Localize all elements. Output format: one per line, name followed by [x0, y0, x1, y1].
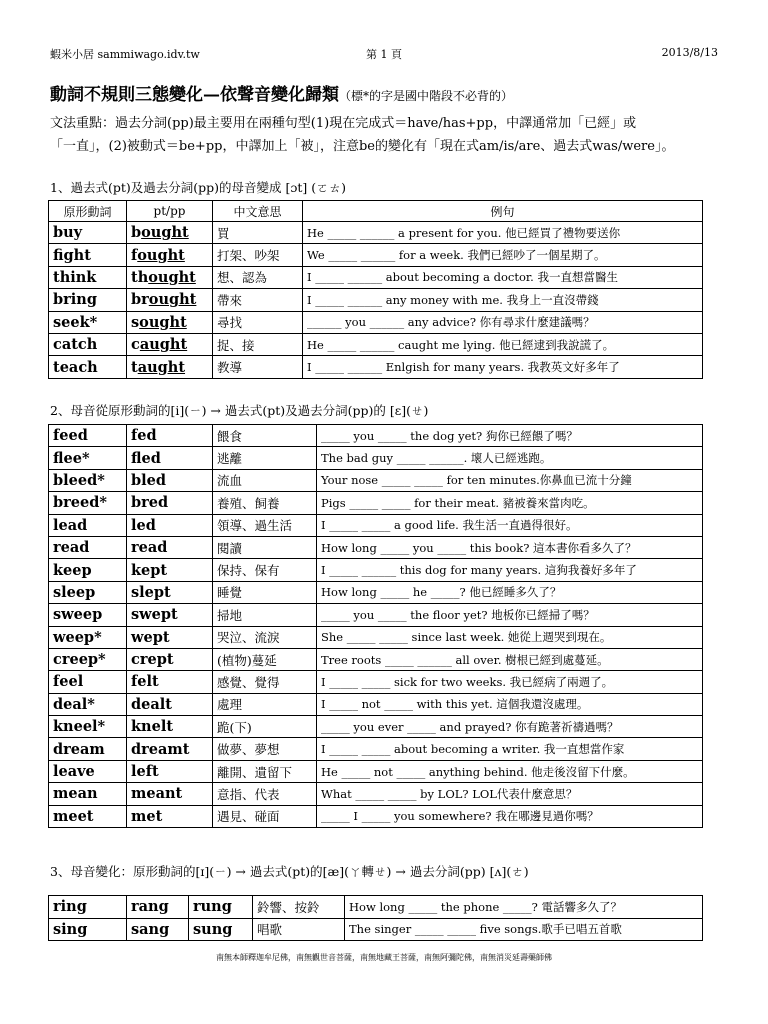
grammar-intro	[50, 112, 720, 158]
example-sentence: _____ you _____ the dog yet? 狗你已經餵了嗎？	[317, 425, 703, 447]
page-header	[50, 46, 718, 66]
meaning-zh: 餵食	[213, 425, 317, 447]
meaning-zh: 意指、代表	[213, 783, 317, 805]
example-sentence: ______ you ______ any advice? 你有尋求什麼建議嗎？	[303, 311, 703, 333]
example-sentence: He _____ ______ caught me lying. 他已經逮到我說謊了。	[303, 333, 703, 355]
table-row	[49, 469, 703, 491]
past-form: wept	[127, 626, 213, 648]
section-2-rows	[49, 425, 703, 828]
past-vowel-underlined: aught	[139, 336, 188, 354]
past-form: read	[127, 536, 213, 558]
col-header-meaning: 中文意思	[213, 201, 303, 222]
past-form	[127, 356, 213, 378]
section-1-rows	[49, 222, 703, 379]
example-sentence: _____ you ever _____ and prayed? 你有跪著祈禱過嗎？	[317, 716, 703, 738]
document-title	[50, 80, 730, 105]
past-form: bred	[127, 492, 213, 514]
meaning-zh: 養殖、飼養	[213, 492, 317, 514]
past-form: rang	[127, 896, 189, 919]
example-sentence: I _____ _____ about becoming a writer. 我一直想當作家	[317, 738, 703, 760]
base-verb: sing	[49, 918, 127, 941]
meaning-zh: 領導、過生活	[213, 514, 317, 536]
table-row	[49, 559, 703, 581]
example-sentence: I _____ _____ sick for two weeks. 我已經病了兩週了。	[317, 671, 703, 693]
table-row	[49, 514, 703, 536]
meaning-zh: 閱讀	[213, 536, 317, 558]
col-header-ptpp: pt/pp	[127, 201, 213, 222]
table-row	[49, 222, 703, 244]
base-verb: buy	[49, 222, 127, 244]
table-row	[49, 738, 703, 760]
table-row	[49, 536, 703, 558]
past-vowel-underlined: ought	[141, 224, 189, 242]
base-verb: bleed*	[49, 469, 127, 491]
meaning-zh: 保持、保有	[213, 559, 317, 581]
past-form: met	[127, 805, 213, 827]
header-page-number: 第 1 頁	[366, 48, 402, 61]
meaning-zh: 哭泣、流淚	[213, 626, 317, 648]
meaning-zh: 買	[213, 222, 303, 244]
base-verb: sleep	[49, 581, 127, 603]
past-vowel-underlined: ought	[148, 268, 196, 286]
table-row	[49, 266, 703, 288]
table-row	[49, 356, 703, 378]
past-form: crept	[127, 648, 213, 670]
base-verb: creep*	[49, 648, 127, 670]
table-row	[49, 671, 703, 693]
example-sentence: How long _____ you _____ this book? 這本書你看多久了？	[317, 536, 703, 558]
past-participle: rung	[189, 896, 253, 919]
base-verb: deal*	[49, 693, 127, 715]
meaning-zh: 逃離	[213, 447, 317, 469]
past-form: left	[127, 760, 213, 782]
meaning-zh: 帶來	[213, 289, 303, 311]
past-form: dreamt	[127, 738, 213, 760]
table-row	[49, 716, 703, 738]
base-verb: leave	[49, 760, 127, 782]
table-row	[49, 648, 703, 670]
example-sentence: She _____ _____ since last week. 她從上週哭到現在。	[317, 626, 703, 648]
past-form	[127, 266, 213, 288]
section-1-heading: 1、過去式(pt)及過去分詞(pp)的母音變成 [ɔt] (ㄛㄊ)	[50, 180, 346, 195]
base-verb: weep*	[49, 626, 127, 648]
base-verb: read	[49, 536, 127, 558]
meaning-zh: 教導	[213, 356, 303, 378]
past-prefix: br	[131, 291, 149, 309]
past-prefix: c	[131, 336, 140, 354]
base-verb: seek*	[49, 311, 127, 333]
example-sentence: The bad guy _____ ______. 壞人已經逃跑。	[317, 447, 703, 469]
example-sentence: I _____ _____ a good life. 我生活一直過得很好。	[317, 514, 703, 536]
past-form	[127, 222, 213, 244]
table-row	[49, 693, 703, 715]
example-sentence: He _____ not _____ anything behind. 他走後沒留下什麼。	[317, 760, 703, 782]
example-sentence: How long _____ he _____? 他已經睡多久了？	[317, 581, 703, 603]
example-sentence: Your nose _____ _____ for ten minutes.你鼻血已流十分鐘	[317, 469, 703, 491]
example-sentence: I _____ ______ any money with me. 我身上一直沒帶錢	[303, 289, 703, 311]
header-date: 2013/8/13	[661, 46, 718, 59]
table-row	[49, 447, 703, 469]
intro-line-2: 「一直」，(2)被動式＝be+pp，中譯加上「被」，注意be的變化有「現在式am/is/are、過去式was/were」。	[50, 139, 675, 154]
meaning-zh: 捉、接	[213, 333, 303, 355]
meaning-zh: 鈴響、按鈴	[253, 896, 345, 919]
past-form: dealt	[127, 693, 213, 715]
past-participle: sung	[189, 918, 253, 941]
past-vowel-underlined: aught	[137, 358, 186, 376]
example-sentence: He _____ ______ a present for you. 他已經買了禮物要送你	[303, 222, 703, 244]
example-sentence: We _____ ______ for a week. 我們已經吵了一個星期了。	[303, 244, 703, 266]
meaning-zh: (植物)蔓延	[213, 648, 317, 670]
past-vowel-underlined: ought	[148, 291, 197, 309]
table-row	[49, 244, 703, 266]
meaning-zh: 流血	[213, 469, 317, 491]
past-form: sang	[127, 918, 189, 941]
base-verb: kneel*	[49, 716, 127, 738]
example-sentence: Tree roots _____ ______ all over. 樹根已經到處蔓延。	[317, 648, 703, 670]
past-prefix: t	[131, 358, 138, 376]
section-3-table	[48, 895, 703, 941]
past-prefix: th	[131, 268, 149, 286]
title-main: 動詞不規則三態變化—依聲音變化歸類	[50, 85, 339, 105]
base-verb: bring	[49, 289, 127, 311]
past-form	[127, 311, 213, 333]
table-row	[49, 626, 703, 648]
past-form: meant	[127, 783, 213, 805]
example-sentence: I _____ ______ Enlgish for many years. 我教英文好多年了	[303, 356, 703, 378]
base-verb: flee*	[49, 447, 127, 469]
section-2-table	[48, 424, 703, 828]
past-vowel-underlined: ought	[137, 246, 185, 264]
base-verb: keep	[49, 559, 127, 581]
meaning-zh: 睡覺	[213, 581, 317, 603]
base-verb: think	[49, 266, 127, 288]
past-prefix: f	[131, 246, 138, 264]
past-form: kept	[127, 559, 213, 581]
table-header-row	[49, 201, 703, 222]
meaning-zh: 感覺、覺得	[213, 671, 317, 693]
meaning-zh: 想、認為	[213, 266, 303, 288]
past-form: swept	[127, 604, 213, 626]
section-3-heading: 3、母音變化：原形動詞的[ɪ](ㄧ) → 過去式(pt)的[æ](ㄚ轉ㄝ) → 過去分詞(pp) [ʌ](ㄜ)	[50, 864, 529, 879]
past-form: slept	[127, 581, 213, 603]
past-prefix: b	[131, 224, 142, 242]
base-verb: feed	[49, 425, 127, 447]
base-verb: mean	[49, 783, 127, 805]
base-verb: dream	[49, 738, 127, 760]
base-verb: meet	[49, 805, 127, 827]
table-row	[49, 581, 703, 603]
past-vowel-underlined: ought	[139, 313, 187, 331]
section-1-table	[48, 200, 703, 379]
meaning-zh: 掃地	[213, 604, 317, 626]
meaning-zh: 遇見、碰面	[213, 805, 317, 827]
past-form: fed	[127, 425, 213, 447]
past-form: felt	[127, 671, 213, 693]
example-sentence: I _____ ______ this dog for many years. 這狗我養好多年了	[317, 559, 703, 581]
section-2-heading: 2、母音從原形動詞的[i](ㄧ) → 過去式(pt)及過去分詞(pp)的 [ɛ](ㄝ)	[50, 403, 429, 418]
page-footer: 南無本師釋迦牟尼佛，南無觀世音菩薩，南無地藏王菩薩，南無阿彌陀佛，南無消災延壽藥師佛	[216, 953, 552, 962]
col-header-example: 例句	[303, 201, 703, 222]
col-header-base: 原形動詞	[49, 201, 127, 222]
table-row	[49, 760, 703, 782]
past-form	[127, 244, 213, 266]
table-row	[49, 783, 703, 805]
base-verb: teach	[49, 356, 127, 378]
past-form: led	[127, 514, 213, 536]
meaning-zh: 離開、遺留下	[213, 760, 317, 782]
past-form: bled	[127, 469, 213, 491]
table-row	[49, 805, 703, 827]
example-sentence: _____ I _____ you somewhere? 我在哪邊見過你嗎？	[317, 805, 703, 827]
header-site: 蝦米小居 sammiwago.idv.tw	[50, 48, 200, 61]
past-prefix: s	[131, 313, 140, 331]
past-form: knelt	[127, 716, 213, 738]
past-form	[127, 289, 213, 311]
example-sentence: I _____ not _____ with this yet. 這個我還沒處理。	[317, 693, 703, 715]
table-row	[49, 311, 703, 333]
example-sentence: _____ you _____ the floor yet? 地板你已經掃了嗎？	[317, 604, 703, 626]
base-verb: sweep	[49, 604, 127, 626]
table-row	[49, 289, 703, 311]
meaning-zh: 處理	[213, 693, 317, 715]
intro-line-1: 文法重點：過去分詞(pp)最主要用在兩種句型(1)現在完成式＝have/has+pp，中譯通常加「已經」或	[50, 116, 637, 131]
base-verb: ring	[49, 896, 127, 919]
past-form	[127, 333, 213, 355]
example-sentence: The singer _____ _____ five songs.歌手已唱五首歌	[345, 918, 703, 941]
base-verb: fight	[49, 244, 127, 266]
meaning-zh: 唱歌	[253, 918, 345, 941]
base-verb: feel	[49, 671, 127, 693]
example-sentence: Pigs _____ _____ for their meat. 豬被養來當肉吃。	[317, 492, 703, 514]
example-sentence: I _____ ______ about becoming a doctor. 我一直想當醫生	[303, 266, 703, 288]
table-row	[49, 896, 703, 919]
base-verb: catch	[49, 333, 127, 355]
table-row	[49, 492, 703, 514]
example-sentence: How long _____ the phone _____? 電話響多久了？	[345, 896, 703, 919]
base-verb: breed*	[49, 492, 127, 514]
past-form: fled	[127, 447, 213, 469]
meaning-zh: 跪(下)	[213, 716, 317, 738]
table-row	[49, 425, 703, 447]
table-row	[49, 604, 703, 626]
table-row	[49, 333, 703, 355]
base-verb: lead	[49, 514, 127, 536]
table-row	[49, 918, 703, 941]
meaning-zh: 做夢、夢想	[213, 738, 317, 760]
meaning-zh: 尋找	[213, 311, 303, 333]
section-3-rows	[49, 896, 703, 941]
meaning-zh: 打架、吵架	[213, 244, 303, 266]
title-note: （標*的字是國中階段不必背的）	[339, 89, 514, 103]
example-sentence: What _____ _____ by LOL? LOL代表什麼意思？	[317, 783, 703, 805]
